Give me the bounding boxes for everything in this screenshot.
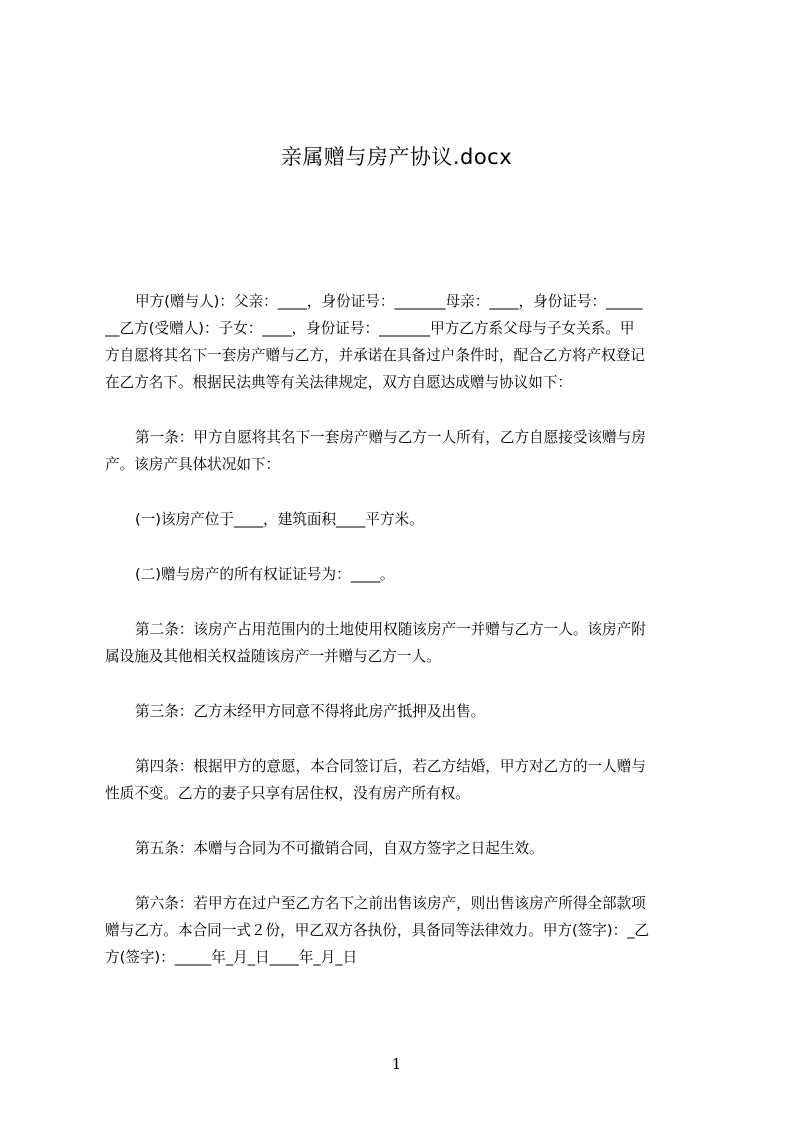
- article-2-line: 第二条：该房产占用范围内的土地使用权随该房产一并赠与乙方一人。该房产附: [135, 621, 646, 638]
- article-4-line: 第四条：根据甲方的意愿，本合同签订后，若乙方结婚，甲方对乙方的一人赠与: [135, 758, 646, 775]
- clause-item-2: (二)赠与房产的所有权证证号为：____。: [135, 566, 395, 583]
- clause-item-1: (一)该房产位于____，建筑面积____平方米。: [135, 511, 424, 528]
- article-2-line: 属设施及其他相关权益随该房产一并赠与乙方一人。: [105, 648, 441, 665]
- article-5-line: 第五条：本赠与合同为不可撤销合同，自双方签字之日起生效。: [135, 840, 544, 857]
- article-1-line: 第一条：甲方自愿将其名下一套房产赠与乙方一人所有，乙方自愿接受该赠与房: [135, 429, 646, 446]
- document-title: 亲属赠与房产协议.docx: [280, 145, 513, 169]
- page-number: 1: [391, 1055, 402, 1073]
- document-body: [105, 288, 700, 971]
- article-6-line: 赠与乙方。本合同一式２份，甲乙双方各执份，具备同等法律效力。甲方(签字)：_乙: [105, 922, 650, 939]
- article-6-line: 第六条：若甲方在过户至乙方名下之前出售该房产，则出售该房产所得全部款项: [135, 895, 646, 912]
- article-3-line: 第三条：乙方未经甲方同意不得将此房产抵押及出售。: [135, 703, 486, 720]
- paragraph-line: 方自愿将其名下一套房产赠与乙方，并承诺在具备过户条件时，配合乙方将产权登记: [105, 347, 645, 364]
- signature-line: 方(签字)：_____年_月_日____年_月_日: [105, 949, 358, 966]
- paragraph-line: __乙方(受赠人)：子女：____，身份证号：_______甲方乙方系父母与子女关系。甲: [105, 320, 635, 337]
- article-1-line: 产。该房产具体状况如下：: [105, 456, 281, 473]
- article-4-line: 性质不变。乙方的妻子只享有居住权，没有房产所有权。: [105, 785, 470, 802]
- paragraph-line: 甲方(赠与人)：父亲：____，身份证号：_______母亲：____，身份证号：_____: [135, 293, 643, 310]
- paragraph-line: 在乙方名下。根据民法典等有关法律规定，双方自愿达成赠与协议如下：: [105, 374, 573, 391]
